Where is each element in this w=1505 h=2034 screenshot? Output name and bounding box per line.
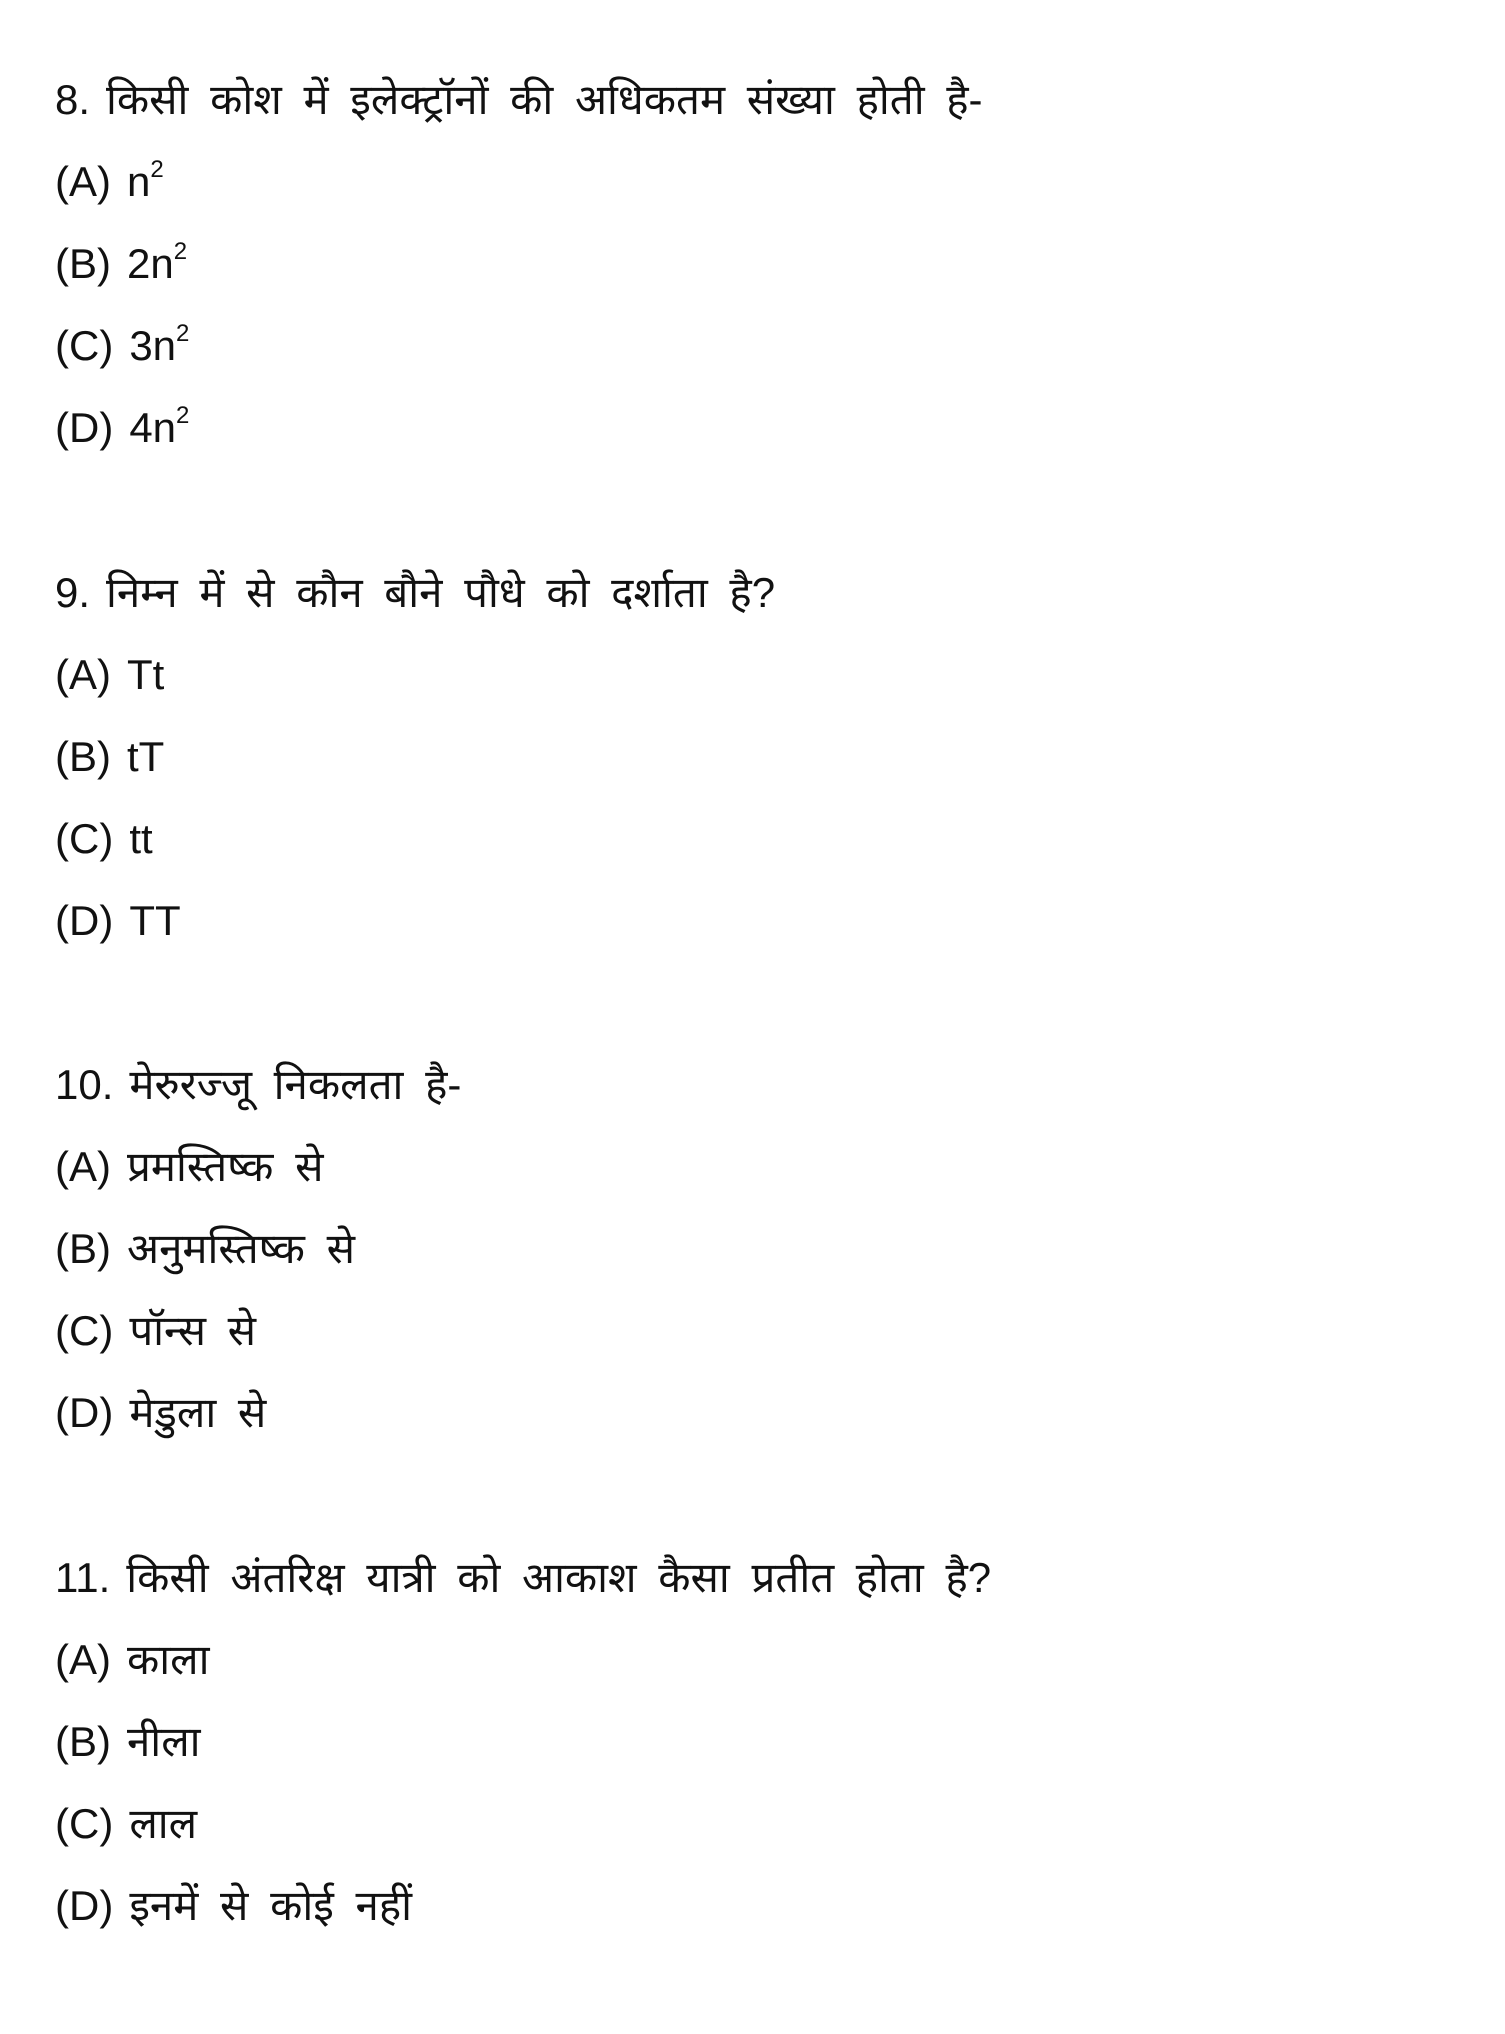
option-label: (D) xyxy=(55,1882,114,1929)
option-c xyxy=(55,316,189,376)
option-d xyxy=(55,891,181,951)
question-text: किसी अंतरिक्ष यात्री को आकाश कैसा प्रतीत होता है? xyxy=(126,1554,992,1601)
option-text: n xyxy=(127,158,151,205)
option-text: 2n xyxy=(127,240,174,287)
option-text: TT xyxy=(129,897,181,944)
question-number: 11. xyxy=(55,1554,111,1601)
option-label: (A) xyxy=(55,651,111,698)
option-c xyxy=(55,1794,197,1854)
superscript: 2 xyxy=(176,402,190,429)
option-label: (D) xyxy=(55,897,114,944)
question-number: 10. xyxy=(55,1061,114,1108)
option-text: अनुमस्तिष्क से xyxy=(127,1225,355,1272)
option-text: नीला xyxy=(127,1718,201,1765)
option-label: (A) xyxy=(55,158,111,205)
option-label: (D) xyxy=(55,404,114,451)
option-text: लाल xyxy=(129,1800,198,1847)
option-label: (C) xyxy=(55,1800,114,1847)
option-b xyxy=(55,727,164,787)
question-text: मेरुरज्जू निकलता है- xyxy=(129,1061,462,1108)
option-d xyxy=(55,398,189,458)
question-number: 8. xyxy=(55,76,91,123)
option-d xyxy=(55,1383,266,1443)
option-text: Tt xyxy=(127,651,165,698)
option-a xyxy=(55,1137,323,1197)
option-text: पॉन्स से xyxy=(129,1307,257,1354)
question-8 xyxy=(55,70,983,130)
question-number: 9. xyxy=(55,569,91,616)
option-label: (B) xyxy=(55,1718,111,1765)
option-text: 3n xyxy=(129,322,177,369)
question-text: किसी कोश में इलेक्ट्रॉनों की अधिकतम संख्या होती है- xyxy=(106,76,983,123)
option-label: (C) xyxy=(55,1307,114,1354)
option-text: काला xyxy=(127,1636,210,1683)
option-c xyxy=(55,1301,256,1361)
option-b xyxy=(55,1219,355,1279)
option-label: (A) xyxy=(55,1636,111,1683)
option-text: प्रमस्तिष्क से xyxy=(127,1143,324,1190)
question-10 xyxy=(55,1055,461,1115)
option-label: (B) xyxy=(55,1225,111,1272)
option-label: (D) xyxy=(55,1389,114,1436)
question-11 xyxy=(55,1548,991,1608)
option-text: tT xyxy=(127,733,165,780)
superscript: 2 xyxy=(173,238,188,265)
option-a xyxy=(55,645,164,705)
option-c xyxy=(55,809,153,869)
option-text: इनमें से कोई नहीं xyxy=(129,1882,413,1929)
option-text: मेडुला से xyxy=(129,1389,267,1436)
question-9 xyxy=(55,563,775,623)
option-b xyxy=(55,1712,201,1772)
option-label: (A) xyxy=(55,1143,111,1190)
option-text: tt xyxy=(129,815,153,862)
option-label: (B) xyxy=(55,733,111,780)
option-label: (C) xyxy=(55,322,114,369)
option-d xyxy=(55,1876,412,1936)
option-text: 4n xyxy=(129,404,177,451)
option-label: (C) xyxy=(55,815,114,862)
option-a xyxy=(55,1630,210,1690)
option-b xyxy=(55,234,187,294)
option-a xyxy=(55,152,164,212)
question-text: निम्न में से कौन बौने पौधे को दर्शाता है? xyxy=(106,569,776,616)
superscript: 2 xyxy=(150,156,164,183)
superscript: 2 xyxy=(176,320,190,347)
option-label: (B) xyxy=(55,240,111,287)
